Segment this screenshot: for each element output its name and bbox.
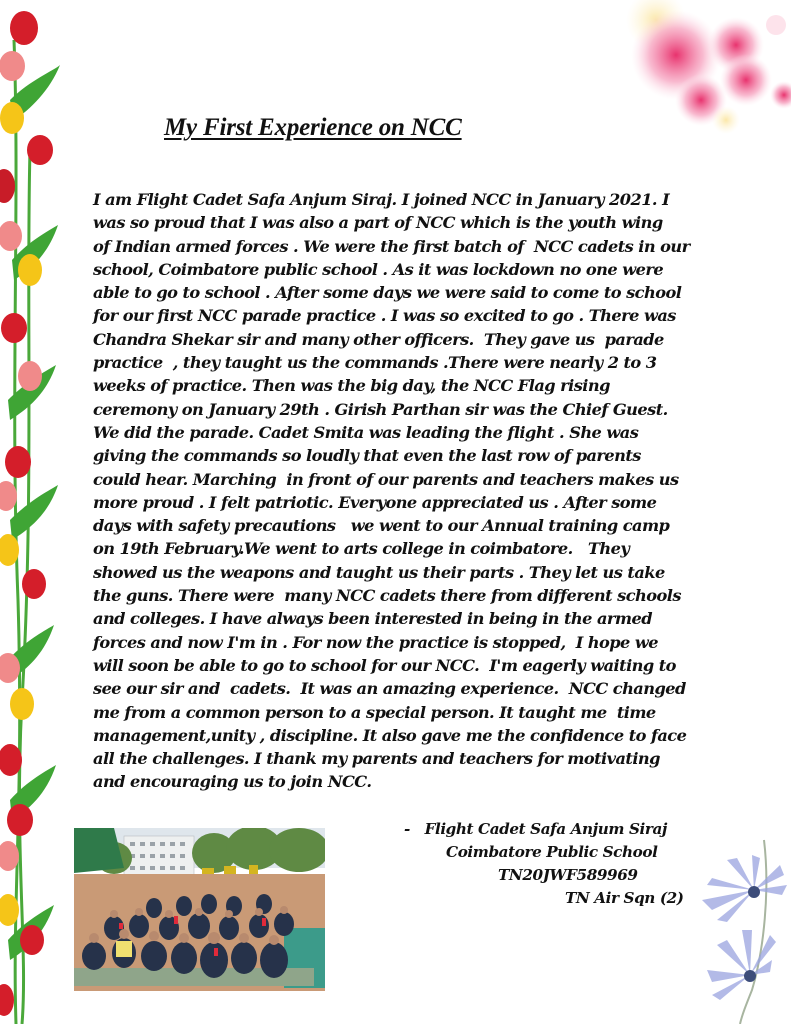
body-line: Chandra Shekar sir and many other officers. They gave us parade	[93, 329, 664, 349]
body-line: giving the commands so loudly that even the last row of parents	[93, 446, 641, 466]
tulip-border-decoration	[0, 0, 62, 1024]
body-line: could hear. Marching in front of our parents and teachers makes us	[93, 469, 679, 489]
essay-body	[93, 188, 753, 794]
body-line: I am Flight Cadet Safa Anjum Siraj. I joined NCC in January 2021. I	[93, 190, 670, 209]
body-line: was so proud that I was also a part of NCC which is the youth wing	[93, 213, 663, 233]
body-line: on 19th February.We went to arts college in coimbatore. They	[93, 539, 630, 559]
tulip-red-icon	[5, 446, 31, 478]
blue-flower-icon	[707, 930, 776, 1000]
tulip-red-icon	[1, 313, 27, 343]
tulip-red-icon	[0, 169, 15, 203]
body-line: school, Coimbatore public school . As it was lockdown no one were	[93, 259, 664, 279]
body-line: forces and now I'm in . For now the practice is stopped, I hope we	[93, 632, 659, 652]
tulip-red-icon	[0, 984, 14, 1016]
signature-cadet-id: TN20JWF589969	[498, 866, 638, 884]
tulip-red-icon	[27, 135, 53, 165]
tulip-yellow-icon	[0, 102, 24, 134]
body-line: and encouraging us to join NCC.	[93, 772, 372, 792]
body-line: and colleges. I have always been interested in being in the armed	[93, 609, 652, 629]
body-line: weeks of practice. Then was the big day, the NCC Flag rising	[93, 376, 610, 396]
body-line: practice , they taught us the commands .There were nearly 2 to 3	[93, 353, 657, 373]
watercolor-flowers-decoration	[616, 0, 791, 135]
body-line: days with safety precautions we went to our Annual training camp	[93, 516, 670, 536]
body-line: the guns. There were many NCC cadets there from different schools	[93, 586, 681, 606]
tulip-pink-icon	[18, 361, 42, 391]
tulip-red-icon	[10, 11, 38, 45]
blue-flower-icon	[702, 855, 787, 922]
body-line: ceremony on January 29th . Girish Parthan sir was the Chief Guest.	[93, 399, 668, 419]
body-line: more proud . I felt patriotic. Everyone appreciated us . After some	[93, 492, 657, 512]
signature-unit: TN Air Sqn (2)	[565, 889, 684, 907]
cadets-group-photo	[74, 828, 325, 991]
body-line: showed us the weapons and taught us their parts . They let us take	[93, 562, 665, 582]
body-line: We did the parade. Cadet Smita was leading the flight . She was	[93, 422, 639, 442]
page-title: My First Experience on NCC	[164, 114, 462, 141]
pink-flower-icon	[720, 54, 772, 106]
tulip-yellow-icon	[10, 688, 34, 720]
body-line: me from a common person to a special person. It taught me time	[93, 702, 656, 722]
body-line: will soon be able to go to school for our NCC. I'm eagerly waiting to	[93, 655, 676, 675]
tulip-red-icon	[7, 804, 33, 836]
blue-flowers-decoration	[692, 830, 791, 1024]
tulip-pink-icon	[0, 51, 25, 81]
body-line: of Indian armed forces . We were the first batch of NCC cadets in our	[93, 236, 690, 256]
tulip-pink-icon	[0, 221, 22, 251]
body-line: see our sir and cadets. It was an amazing experience. NCC changed	[93, 679, 686, 699]
body-line: management,unity , discipline. It also gave me the confidence to face	[93, 725, 687, 745]
signature-block	[400, 818, 720, 910]
body-line: all the challenges. I thank my parents and teachers for motivating	[93, 749, 660, 769]
tulip-red-icon	[22, 569, 46, 599]
body-line: able to go to school . After some days we were said to come to school	[93, 283, 682, 303]
signature-name: - Flight Cadet Safa Anjum Siraj	[404, 820, 668, 838]
tulip-yellow-icon	[18, 254, 42, 286]
tulip-red-icon	[20, 925, 44, 955]
body-line: for our first NCC parade practice . I was so excited to go . There was	[93, 306, 676, 326]
signature-school: Coimbatore Public School	[446, 843, 658, 861]
